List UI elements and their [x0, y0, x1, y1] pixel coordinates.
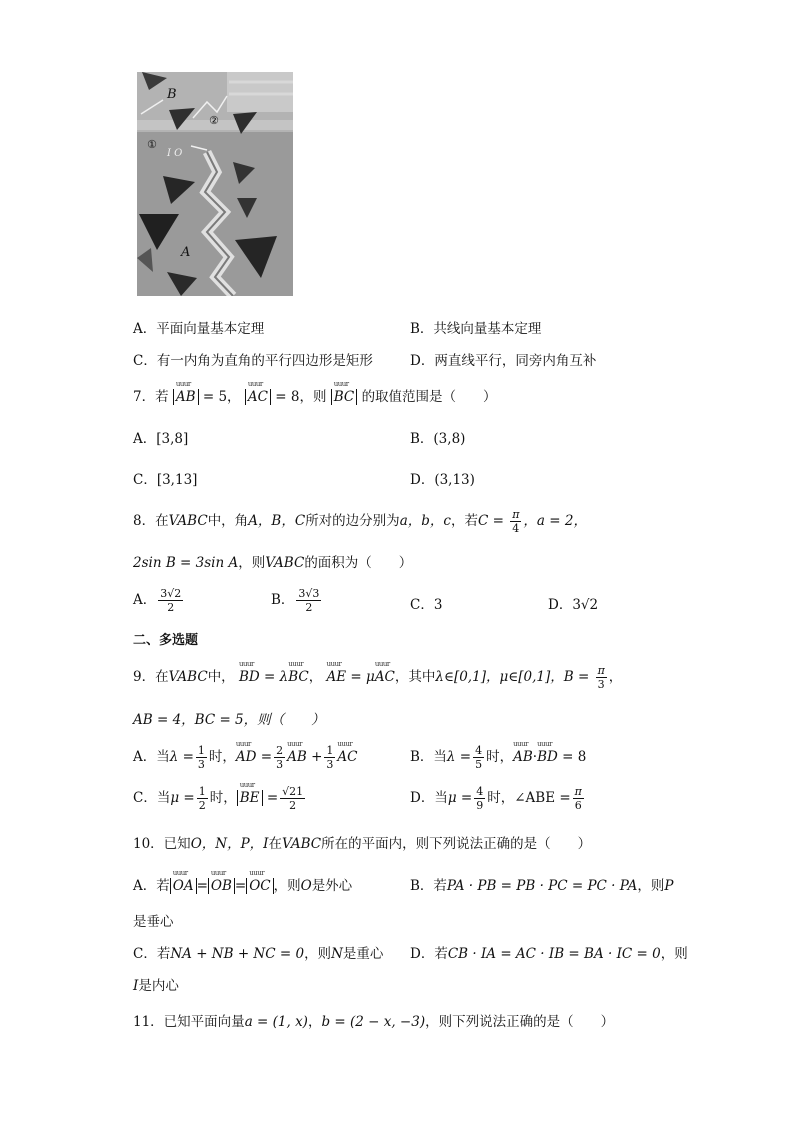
q8-option-d[interactable]: D．3√2	[548, 597, 599, 613]
fraction	[197, 786, 208, 811]
expr: NA + NB + NC = 0	[170, 946, 305, 962]
frac-den: 2	[289, 799, 297, 812]
fraction	[196, 745, 207, 770]
q8-text-5: 的面积为（ ）	[304, 555, 413, 571]
eq: =	[260, 749, 273, 765]
frac-den: 2	[198, 799, 206, 812]
fraction-pi-over-4	[510, 509, 521, 534]
q8-text-3: ，若	[450, 513, 478, 529]
q10-prefix: 10．已知	[133, 836, 191, 852]
q8-a-eq: ，a = 2，	[523, 513, 587, 529]
q10-stem	[133, 832, 591, 852]
q9-text-2: ，其中	[394, 669, 436, 685]
fraction	[158, 588, 183, 613]
q8-opt-a-label: A．	[133, 592, 157, 608]
vector-ab: uuur AB	[176, 389, 196, 405]
opt-label: C．若	[133, 946, 171, 962]
section-heading: 二、多选题	[133, 633, 199, 648]
vector-oa: uuur OA	[173, 878, 194, 894]
vector-ac: uuur AC	[375, 669, 395, 685]
frac-num: 1	[326, 744, 334, 757]
opt-label: C．当	[133, 790, 171, 806]
frac-num: π	[512, 508, 520, 521]
opt-text: 是外心	[311, 878, 353, 894]
vector-b-def: b = (2 − x, −3)	[321, 1014, 426, 1030]
q10-points: O，N，P，I	[190, 836, 269, 852]
q7-option-d[interactable]: D．(3,13)	[410, 472, 475, 488]
opt-label: B．若	[410, 878, 447, 894]
vector-ad: uuur AD	[236, 749, 257, 765]
frac-den: 9	[476, 799, 484, 812]
q6-option-a[interactable]: A．平面向量基本定理	[133, 321, 265, 337]
eq: =	[266, 790, 279, 806]
q11-tail: ，则下列说法正确的是（ ）	[425, 1014, 615, 1030]
frac-den: 2	[305, 601, 313, 614]
q8-stem-line1	[133, 509, 587, 534]
frac-num: π	[574, 785, 582, 798]
q7-stem	[133, 385, 497, 405]
fraction	[280, 786, 305, 811]
vector-oc: uuur OC	[249, 878, 270, 894]
frac-den: 3	[326, 758, 334, 771]
label-route-1: ①	[147, 138, 157, 151]
q11-stem	[133, 1010, 614, 1030]
opt-text: ，则	[304, 946, 332, 962]
opt-label: A．若	[133, 878, 170, 894]
frac-den: 2	[167, 601, 175, 614]
q8-prefix: 8．在	[133, 513, 169, 529]
mu-eq: μ =	[170, 790, 195, 806]
point-p: P	[664, 878, 674, 894]
opt-text: 时，	[209, 790, 237, 806]
q8-sides: a，b，c	[399, 513, 451, 529]
point-o: O	[300, 878, 312, 894]
vector-a-def: a = (1, x)	[244, 1014, 308, 1030]
vector-ae: uuur AE	[327, 669, 347, 685]
q7-tail: 的取值范围是（ ）	[361, 389, 497, 405]
q8-option-b[interactable]	[271, 588, 323, 613]
q8-option-c[interactable]: C．3	[410, 597, 443, 613]
expr: PA · PB = PB · PC = PC · PA	[446, 878, 638, 894]
q9-ranges: λ∈[0,1]，μ∈[0,1]，B =	[435, 669, 590, 685]
frac-den: 4	[512, 522, 520, 535]
frac-num: 4	[476, 785, 484, 798]
vector-ac: uuur AC	[337, 749, 357, 765]
vector-ob: uuur OB	[211, 878, 232, 894]
dot: ·	[532, 749, 538, 765]
label-b: B	[167, 87, 177, 102]
q7-prefix: 7．若	[133, 389, 169, 405]
vector-ab: uuur AB	[287, 749, 307, 765]
triangle-abc-4: VABC	[281, 836, 322, 852]
label-a: A	[181, 245, 191, 260]
q8-option-a[interactable]	[133, 588, 185, 613]
opt-text: 是重心	[342, 946, 384, 962]
q9-option-d[interactable]	[410, 786, 586, 811]
point-n: N	[331, 946, 343, 962]
vector-ab: uuur AB	[513, 749, 533, 765]
fraction	[474, 786, 485, 811]
q6-option-b[interactable]: B．共线向量基本定理	[410, 321, 542, 337]
q6-option-c[interactable]: C．有一内角为直角的平行四边形是矩形	[133, 353, 373, 369]
mu-eq: μ =	[447, 790, 473, 806]
q9-stem-line1: 9．在VABC中， uuur BD = λuuur BC， uuur AE = μuuur AC，其中λ∈[0,1]，μ∈[0,1]，B = $\frac{\pi}{3}$ ，	[133, 665, 622, 690]
opt-text: 是内心	[138, 978, 179, 994]
q9-lambda: = λ	[264, 669, 289, 685]
q8-sin-relation: 2sin B = 3sin A	[133, 555, 239, 571]
vector-ac: uuur AC	[248, 389, 268, 405]
q8-c-eq: C =	[477, 513, 504, 529]
fraction	[573, 786, 584, 811]
frac-den: 3	[597, 678, 605, 691]
vector-bc: uuur BC	[288, 669, 309, 685]
frac-num: 1	[198, 785, 206, 798]
q8-angles: A，B，C	[248, 513, 306, 529]
q8-opt-b-label: B．	[271, 592, 295, 608]
opt-text: 时，∠ABE =	[487, 790, 571, 806]
vector-be: uuur BE	[240, 790, 260, 806]
opt-label: A．当	[133, 749, 170, 765]
q10-option-a[interactable]: A．若uuur OA =uuur OB =uuur OC ，则O是外心	[133, 874, 352, 894]
q7-option-b[interactable]: B．(3,8)	[410, 431, 466, 447]
vector-bd: uuur BD	[239, 669, 260, 685]
q9-comma: ，	[308, 669, 323, 685]
q7-option-a[interactable]: A．[3,8]	[133, 431, 189, 447]
frac-den: 5	[475, 758, 483, 771]
q10-text-1: 在	[268, 836, 282, 852]
frac-num: 3√3	[298, 587, 320, 600]
q9-option-a[interactable]	[133, 745, 357, 770]
q10-option-c[interactable]	[133, 942, 383, 962]
eq-value: = 8	[562, 749, 587, 765]
frac-num: 4	[475, 744, 483, 757]
triangle-abc: VABC	[168, 513, 208, 529]
opt-text: 时，	[208, 749, 236, 765]
opt-text: ，则	[637, 878, 665, 894]
q8-text-2: 所对的边分别为	[305, 513, 400, 529]
label-route-2: ②	[209, 114, 219, 127]
frac-num: 3√2	[160, 587, 182, 600]
frac-den: 3	[197, 758, 205, 771]
q9-option-b[interactable]	[410, 745, 586, 770]
q6-option-d[interactable]: D．两直线平行，同旁内角互补	[410, 353, 597, 369]
triangle-abc-3: VABC	[168, 669, 208, 685]
opt-text: ，则	[660, 946, 688, 962]
expr: CB · IA = AC · IB = BA · IC = 0	[447, 946, 661, 962]
frac-num: π	[597, 664, 605, 677]
vector-bd: uuur BD	[537, 749, 558, 765]
triangle-abc-2: VABC	[265, 555, 305, 571]
q11-prefix: 11．已知平面向量	[133, 1014, 245, 1030]
frac-den: 3	[276, 758, 284, 771]
q9-mu: = μ	[350, 669, 375, 685]
lambda-eq: λ =	[169, 749, 194, 765]
q9-prefix: 9．在	[133, 669, 169, 685]
point-i: I	[133, 978, 139, 994]
frac-num: 2	[276, 744, 284, 757]
opt-text: 时，	[486, 749, 514, 765]
q8-stem-line2	[133, 551, 412, 571]
q7-eq2: = 8，则	[275, 389, 327, 405]
q7-option-c[interactable]: C．[3,13]	[133, 472, 198, 488]
lambda-eq: λ =	[446, 749, 472, 765]
frac-num: 1	[197, 744, 205, 757]
label-io: I O	[167, 148, 183, 159]
q9-option-c[interactable]	[133, 786, 307, 811]
q10-text-2: 所在的平面内，则下列说法正确的是（ ）	[321, 836, 592, 852]
frac-num: √21	[282, 785, 304, 798]
q8-text-4: ，则	[238, 555, 266, 571]
opt-label: B．当	[410, 749, 447, 765]
fraction-pi-over-3	[596, 665, 607, 690]
comma: ，	[307, 1014, 322, 1030]
plus: +	[311, 749, 323, 765]
fraction	[473, 745, 484, 770]
q8-text-1: 中，角	[207, 513, 249, 529]
fraction	[274, 745, 285, 770]
q9-text-1: 中，	[207, 669, 235, 685]
opt-label: D．若	[410, 946, 448, 962]
q10-option-d-wrap	[133, 974, 179, 994]
q9-stem-line2: AB = 4，BC = 5，则（ ）	[133, 712, 325, 728]
fraction	[324, 745, 335, 770]
q10-option-b-wrap: 是垂心	[133, 914, 174, 930]
q10-option-b[interactable]	[410, 874, 673, 894]
opt-label: D．当	[410, 790, 448, 806]
q7-eq1: = 5，	[202, 389, 241, 405]
vector-bc: uuur BC	[334, 389, 355, 405]
fraction	[296, 588, 321, 613]
q10-option-d[interactable]	[410, 942, 688, 962]
frac-den: 6	[574, 799, 582, 812]
problem-figure	[137, 72, 293, 296]
opt-text: ，则	[273, 878, 301, 894]
